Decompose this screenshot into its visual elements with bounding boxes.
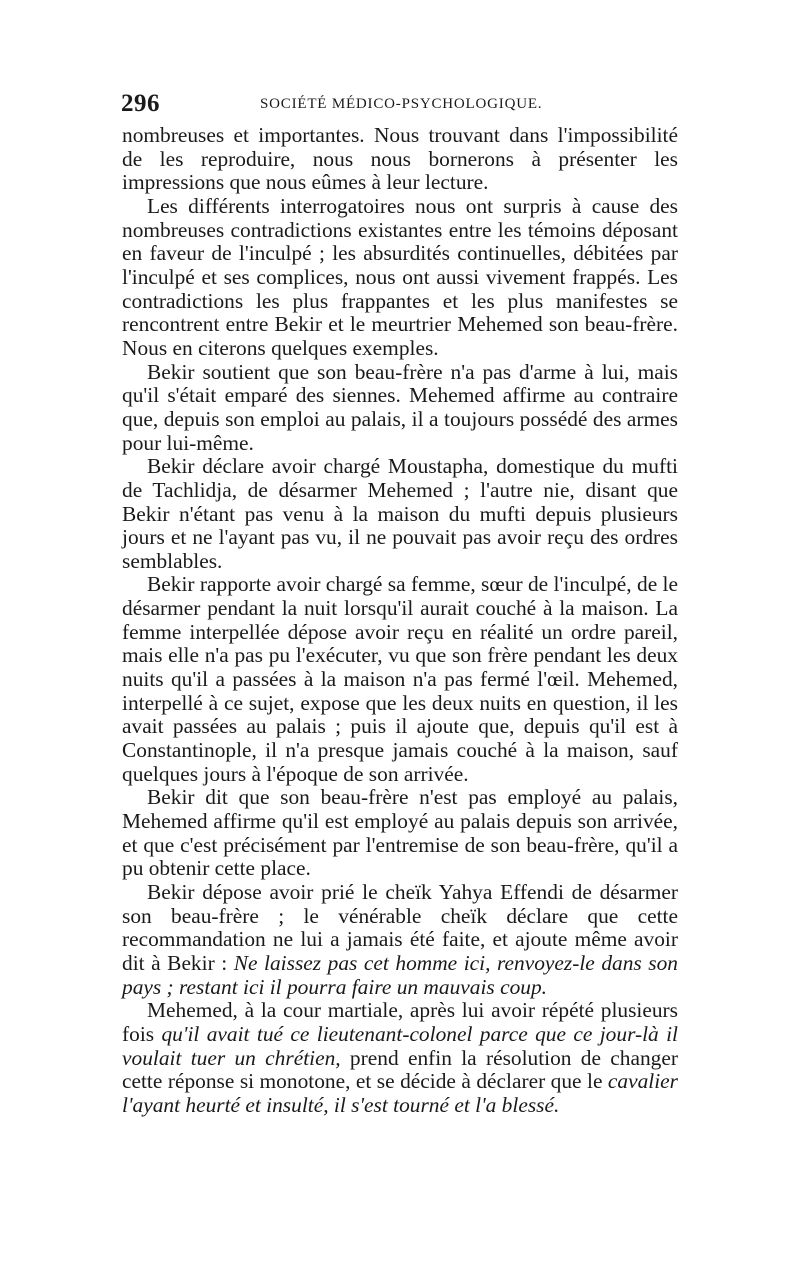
paragraph-text: Bekir dit que son beau-frère n'est pas employé au palais, Mehemed affirme qu'il est employé au palais depuis son arrivée, et que c'est précisément par l'entremise de son beau-frère, qu'il a pu obtenir cette place. (122, 785, 678, 881)
quoted-speech-italic: Ne laissez pas cet homme ici, renvoyez-le dans son pays ; restant ici il pourra faire un mauvais coup. (122, 950, 678, 999)
paragraph-text: nombreuses et importantes. Nous trouvant dans l'impossibilité de les reproduire, nous nous bornerons à présenter les impressions que nous eûmes à leur lecture. (122, 123, 678, 195)
quoted-statement-italic: qu'il avait tué ce lieutenant-colonel parce que ce jour-là il voulait tuer un chrétien, (122, 1021, 678, 1070)
paragraph-femme (122, 573, 678, 786)
page-header (121, 90, 681, 120)
paragraph-cheik (122, 881, 678, 999)
paragraph-text: Bekir soutient que son beau-frère n'a pas d'arme à lui, mais qu'il s'était emparé des siennes. Mehemed affirme au contraire que, depuis son emploi au palais, il a toujours possédé des armes pour lui-même. (122, 359, 678, 455)
paragraph-interrogatoires (122, 195, 678, 361)
paragraph-text: Bekir dépose avoir prié le cheïk Yahya Effendi de désarmer son beau-frère ; le vénérable cheïk déclare que cette recommandation ne lui a jamais été faite, et ajoute même avoir dit à Bekir : (122, 880, 678, 975)
paragraph-text: Bekir déclare avoir chargé Moustapha, domestique du mufti de Tachlidja, de désarmer Mehemed ; l'autre nie, disant que Bekir n'étant pas venu à la maison du mufti depuis plusieurs jours et ne l'ayant pas vu, il ne pouvait pas avoir reçu des ordres semblables. (122, 454, 678, 573)
paragraph-armes (122, 361, 678, 456)
quoted-statement-italic: cavalier l'ayant heurté et insulté, il s'est tourné et l'a blessé. (122, 1069, 678, 1117)
paragraph-text: prend enfin la résolution de changer cette réponse si monotone, et se décide à déclarer que le (122, 1045, 678, 1094)
paragraph-moustapha (122, 455, 678, 573)
paragraph-continuation (122, 124, 678, 195)
paragraph-cour-martiale (122, 999, 678, 1117)
paragraph-text: Les différents interrogatoires nous ont surpris à cause des nombreuses contradictions existantes entre les témoins déposant en faveur de l'inculpé ; les absurdités continuelles, débitées par l'inculpé et ses complices, nous ont aussi vivement frappés. Les contradictions les plus frappantes et les plus manifestes se rencontrent entre Bekir et le meurtrier Mehemed son beau-frère. Nous en citerons quelques exemples. (122, 193, 678, 360)
body-text (122, 124, 678, 1118)
page-number: 296 (121, 90, 160, 117)
paragraph-emploi-palais (122, 786, 678, 881)
paragraph-text: Mehemed, à la cour martiale, après lui avoir répété plusieurs fois (122, 998, 678, 1046)
paragraph-text: Bekir rapporte avoir chargé sa femme, sœur de l'inculpé, de le désarmer pendant la nuit lorsqu'il aurait couché à la maison. La femme interpellée dépose avoir reçu en réalité un ordre pareil, mais elle n'a pas pu l'exécuter, vu que son frère pendant les deux nuits qu'il a passées à la maison n'a pas fermé l'œil. Mehemed, interpellé à ce sujet, expose que les deux nuits en question, il les avait passées au palais ; puis il ajoute que, depuis qu'il est à Constantinople, il n'a presque jamais couché à la maison, sauf quelques jours à l'époque de son arrivée. (122, 572, 678, 786)
running-head: SOCIÉTÉ MÉDICO-PSYCHOLOGIQUE. (260, 96, 543, 112)
